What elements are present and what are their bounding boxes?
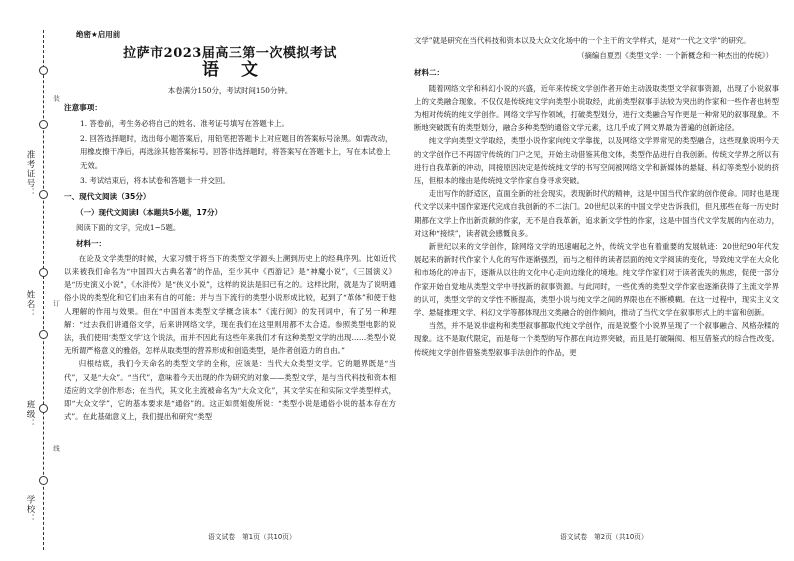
section-heading: 一、现代文阅读（35分） <box>64 192 151 202</box>
subject-title: 语文 <box>202 60 280 81</box>
passage-paragraph: 在论及文学类型的时候，大家习惯于将当下的类型文学源头上溯到历史上的经典序列。比如近代以来被我们命名为“中国四大古典名著”的作品，至少其中《西游记》是“神魔小说”，《三国演义》是“历史演义小说”，《水浒传》是“侠义小说”，这样的说法是旧已有之的。这样比附，就是为了说明通俗小说的类型化和它们由来有自的可能；并与当下流行的类型小说形成比较，起到了“革体”和使于他人理解的作用与效果。但在“中国首本类型文学概念读本”《流行阅》的发刊词中，有了另一种理解：“过去我们讲通俗文学，后来讲网络文学，现在我们在这里则用都不太合适。参照类型电影的说法，我们使用‘类型文学’这个说法，而并不因此有这些年来我们才有这种类型文学的出现……类型小说无所谓严格意义的雅俗，怎样从取类型的营养形成和创造类型，是作者创造力的自由。” <box>64 253 396 356</box>
passage-paragraph: 归根结底，我们今天命名的类型文学的全称，应该是：当代大众类型文学。它的题界既是“当代”，又是“大众”。“当代”，意味着今天出现的作为研究的对象——类型文学，是与当代科技和资本相适应的文学创作形态；在当代，其文化主流被命名为“大众文化”，其文学实在和实际文学类型样式，即“大众文学”，它的基本要求是“通俗”的。这正如贯姐俊所说：“类型小说是通俗小说的基本存在方式”。在此基础意义上，我们提出和研究“类型 <box>64 359 396 422</box>
passage-paragraph: 走出写作的舒适区，直面全新的社会现实，表现新时代的精神，这是中国当代作家的创作使命。同时也是现代文学以来中国作家逐代完成自我创新的不二法门。20世纪以来的中国文学史告诉我们，但凡那些在每一历史时期都在文学上作出新贡献的作家，无不是自我革新，追求新文学性的作家，这是中国当代文学发展的内在动力，对这种“接续”，读者就会感慨良多。 <box>414 189 779 238</box>
binding-hole <box>39 190 48 199</box>
page-footer: 语文试卷 第1页（共10页） <box>208 533 296 541</box>
exam-title: 拉萨市2023届高三第一次模拟考试 <box>123 46 337 62</box>
secret-mark: 绝密★启用前 <box>76 30 121 39</box>
page-footer: 语文试卷 第2页（共10页） <box>560 533 648 541</box>
school-label: 学校： <box>25 495 35 524</box>
name-field[interactable] <box>6 290 36 319</box>
notice-item: 2. 回答选择题时，选出每小题答案后，用铅笔把答题卡上对应题目的答案标号涂黑。如需改动，用橡皮擦干净后，再选涂其他答案标号。回答非选择题时，将答案写在答题卡上，写在本试卷上无效。 <box>80 134 393 170</box>
subsection-heading: （一）现代文阅读Ⅰ（本题共5小题，17分） <box>76 208 222 218</box>
notice-heading: 注意事项： <box>64 102 102 112</box>
right-page <box>414 34 779 359</box>
cut-line <box>43 30 44 550</box>
binding-tick: 订 <box>52 300 60 307</box>
notice-item: 1. 答卷前，考生务必将自己的姓名、准考证号填写在答题卡上。 <box>80 119 289 129</box>
material-label: 材料二： <box>414 68 444 78</box>
binding-hole <box>39 404 48 413</box>
source-citation: （摘编自夏烈《类型文学：一个新概念和一种杰出的传统》） <box>577 51 773 61</box>
passage-paragraph: 文学”就是研究在当代科技和资本以及大众文化场中的一个主干的文学样式，是对“一代之文学”的研究。 <box>414 36 751 45</box>
material-label: 材料一： <box>76 238 106 248</box>
passage-paragraph: 随着网络文学和科幻小说的兴盛，近年来传统文学创作者开始主动汲取类型文学叙事资源，出现了小说叙事上的文类融合现象。不仅仅是传统纯文学向类型小说取经，此前类型叙事手法较为突出的作家和一些作者也转型为相对传统的纯文学创作。网络文学写作领域，打破类型划分，进行文类融合写作更是一种常见的叙事现象。不断地突破既有的类型划分，融合多种类型的通俗文学元素，这几乎成了网文界最为普遍的创新途径。 <box>414 83 779 133</box>
binding-hole <box>39 476 48 485</box>
passage-paragraph: 纯文学向类型文学取经，类型小说作家向纯文学靠拢，以及网络文学界常见的类型融合，这些现象说明今天的文学创作已不再固守传统的门户之见，开始主动借鉴其他文体，类型作品进行自我创新。传统文学界之所以有进行自我革新的冲动，同接原因决定是传统纯文学的书写空间被网络文学和新媒体的悬疑、科幻等类型小说的挤压，但根本的缘由是传统纯文学作家自身寻求突破。 <box>414 136 779 186</box>
passage-paragraph: 新世纪以来的文学创作，除网络文学的迅速崛起之外，传统文学也有着重要的发展轨迹：20世纪90年代发展起来的新时代作家个人化的写作逐渐强烈，而与之相伴的读者层面的纯文学阅读的变化，导致纯文学在大众化和市场化的冲击下，逐渐从以往的文化中心走向边缘化的境地。纯文学作家们对于读者流失的焦虑，促使一部分作家开始自觉地从类型文学中寻找新的叙事资源。与此同时，一些优秀的类型文学作家也逐渐获得了主流文学界的认可，类型文学的文学性不断提高，类型小说与纯文学之间的界限也在不断模糊。在这一过程中，现实主义文学、悬疑推理文学、科幻文学等都体现出文类融合的创作倾向，推动了当代文学在叙事形式上的丰富和创新。 <box>414 242 779 318</box>
binding-tick: 装 <box>52 95 60 102</box>
binding-hole <box>39 268 48 277</box>
binding-hole <box>39 330 48 339</box>
passage-paragraph: 当然，并不是说非虚构和类型叙事都取代纯文学创作，而是说整个小说界呈现了一个叙事融合、风格杂糅的现象。这不是取代限定，而是每一个类型的写作都在向边界突破，而且是打破隔阂、相互借鉴式的综合性改变。传统纯文学创作借鉴类型叙事手法创作的作品，更 <box>414 321 779 357</box>
class-label: 班级： <box>25 400 35 429</box>
exam-number-label: 准考证号： <box>25 150 35 198</box>
school-field[interactable] <box>6 495 36 524</box>
exam-number-field[interactable] <box>6 150 36 198</box>
binding-hole <box>39 120 48 129</box>
binding-hole <box>39 66 48 75</box>
notice-item: 3. 考试结束后，将本试卷和答题卡一并交回。 <box>80 175 230 185</box>
instruction: 阅读下面的文字，完成1~5题。 <box>76 223 181 233</box>
binding-tick: 线 <box>52 445 60 452</box>
left-page <box>64 28 396 423</box>
name-label: 姓名： <box>25 290 35 319</box>
binding-margin <box>0 0 60 561</box>
score-line: 本卷满分150分，考试时间150分钟。 <box>167 85 293 95</box>
class-field[interactable] <box>6 400 36 429</box>
